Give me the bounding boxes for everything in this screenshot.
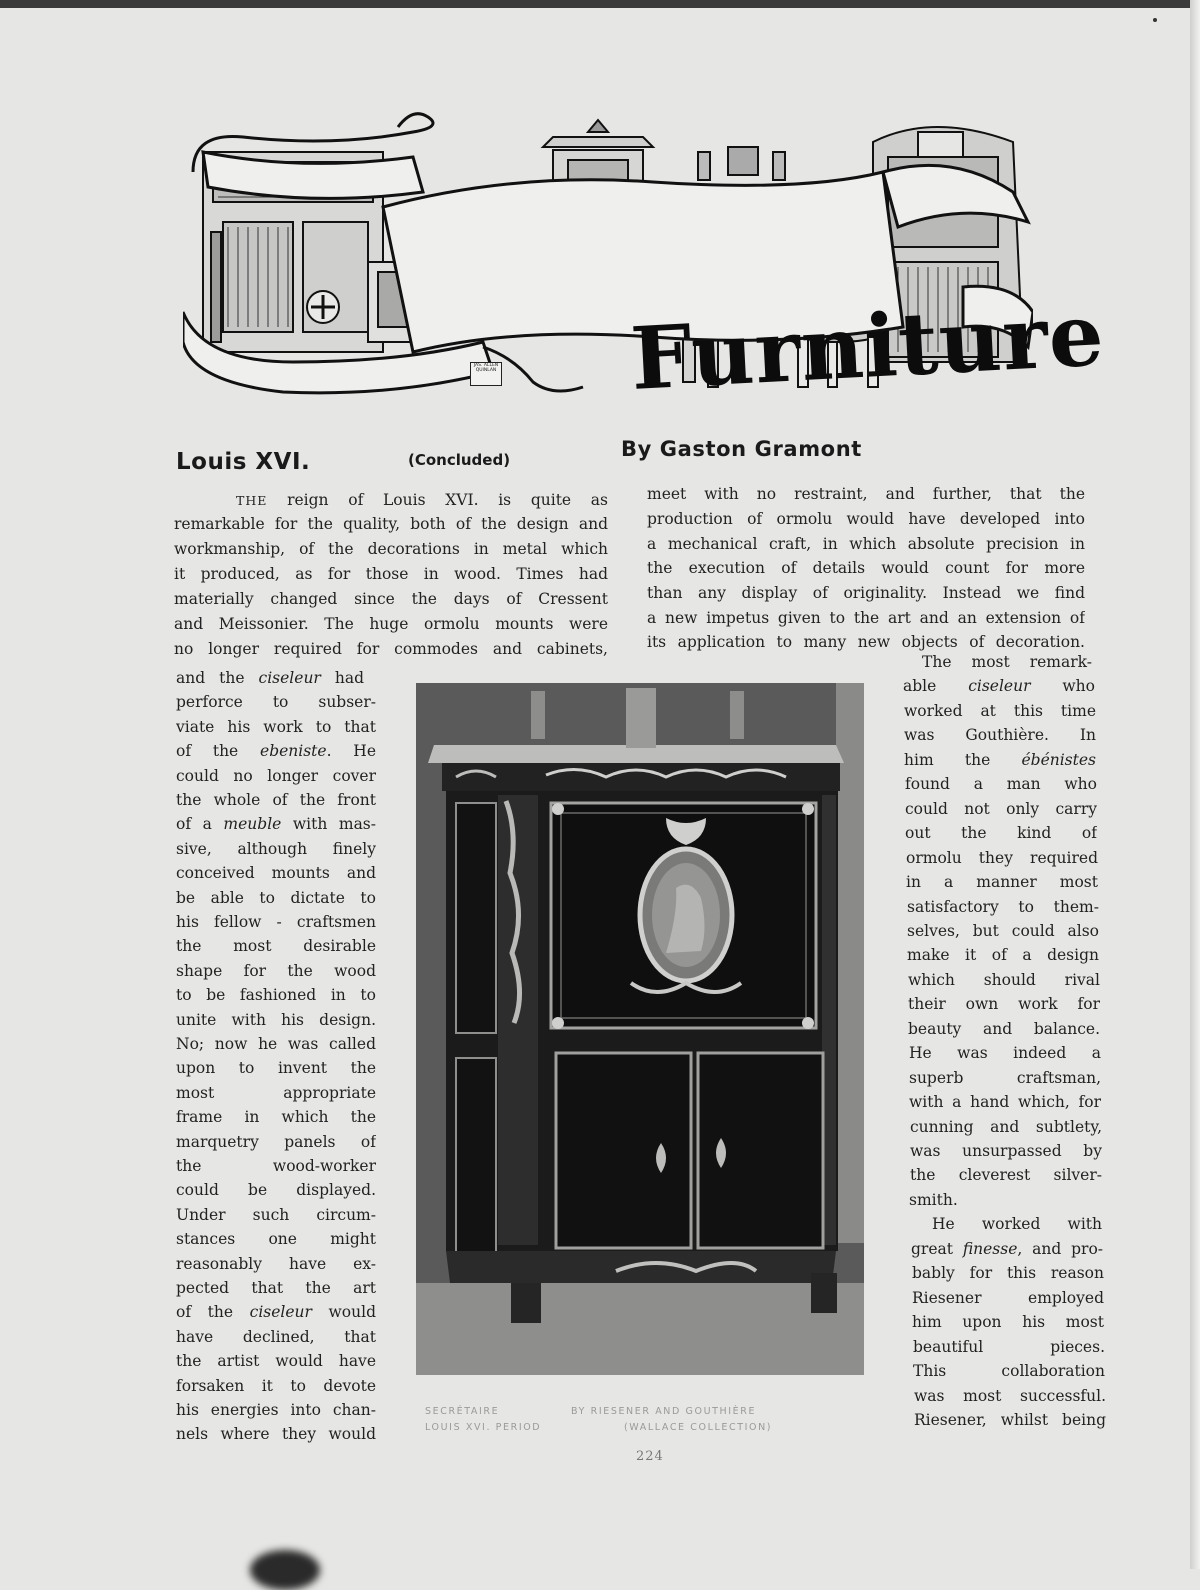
text-line: his fellow - craftsmen [176, 913, 376, 931]
text-line: bably for this reason [912, 1264, 1104, 1282]
text-line: could not only carry [905, 800, 1097, 818]
text-line: This collaboration [913, 1362, 1105, 1380]
text-line: production of ormolu would have developed into [647, 510, 1085, 528]
text-line: make it of a design [907, 946, 1099, 964]
text-line: The most remark- [922, 653, 1092, 671]
caption-right-line1: BY RIESENER AND GOUTHIÈRE [571, 1406, 757, 1417]
text-line: remarkable for the quality, both of the design and [174, 515, 608, 533]
text-line: a mechanical craft, in which absolute precision in [647, 535, 1085, 553]
furniture-banner [183, 112, 1107, 410]
text-line: the cleverest silver- [910, 1166, 1102, 1184]
text-line: with a hand which, for [909, 1093, 1101, 1111]
text-line: great finesse, and pro- [911, 1240, 1103, 1258]
text-line: Riesener, whilst being [914, 1411, 1106, 1429]
speck [1153, 18, 1157, 22]
text-line: stances one might [176, 1230, 376, 1248]
text-line: materially changed since the days of Cressent [174, 590, 608, 608]
text-line: it produced, as for those in wood. Times had [174, 565, 608, 583]
text-line: marquetry panels of [176, 1133, 376, 1151]
text-line: cunning and subtlety, [910, 1118, 1102, 1136]
text-line: superb craftsman, [909, 1069, 1101, 1087]
text-line: be able to dictate to [176, 889, 376, 907]
text-line: and the ciseleur had [176, 669, 364, 687]
text-line: was most successful. [914, 1387, 1106, 1405]
text-line: which should rival [908, 971, 1100, 989]
text-line: worked at this time [904, 702, 1096, 720]
text-line: conceived mounts and [176, 864, 376, 882]
text-line: was Gouthière. In [904, 726, 1096, 744]
text-line: He was indeed a [909, 1044, 1101, 1062]
thumb-shadow [250, 1550, 320, 1590]
text-line: the whole of the front [176, 791, 376, 809]
text-line: ormolu they required [906, 849, 1098, 867]
text-line: THE reign of Louis XVI. is quite as [236, 491, 608, 509]
text-line: Under such circum- [176, 1206, 376, 1224]
text-line: and Meissonier. The huge ormolu mounts were [174, 615, 608, 633]
text-line: He worked with [932, 1215, 1102, 1233]
text-line: of a meuble with mas- [176, 815, 376, 833]
text-line: nels where they would [176, 1425, 376, 1443]
text-line: out the kind of [905, 824, 1097, 842]
text-line: beauty and balance. [908, 1020, 1100, 1038]
text-line: his energies into chan- [176, 1401, 376, 1419]
text-line: frame in which the [176, 1108, 376, 1126]
text-line: sive, although finely [176, 840, 376, 858]
page-number: 224 [636, 1449, 664, 1464]
text-line: the execution of details would count for more [647, 559, 1085, 577]
secretaire-photo [416, 683, 864, 1375]
text-line: no longer required for commodes and cabinets, [174, 640, 608, 658]
page-top-edge [0, 0, 1200, 8]
text-line: smith. [909, 1191, 958, 1209]
text-line: workmanship, of the decorations in metal which [174, 540, 608, 558]
text-line: reasonably have ex- [176, 1255, 376, 1273]
text-line: in a manner most [906, 873, 1098, 891]
text-line: most appropriate [176, 1084, 376, 1102]
text-line: was unsurpassed by [910, 1142, 1102, 1160]
text-line: forsaken it to devote [176, 1377, 376, 1395]
text-line: the wood-worker [176, 1157, 376, 1175]
text-line: satisfactory to them- [907, 898, 1099, 916]
text-line: a new impetus given to the art and an extension of [647, 609, 1085, 627]
text-line: could be displayed. [176, 1181, 376, 1199]
text-line: found a man who [905, 775, 1097, 793]
text-line: Riesener employed [912, 1289, 1104, 1307]
text-line: perforce to subser- [176, 693, 376, 711]
text-line: him the ébénistes [904, 751, 1096, 769]
banner-title: Furniture [628, 284, 1107, 410]
text-line: have declined, that [176, 1328, 376, 1346]
text-line: unite with his design. [176, 1011, 376, 1029]
text-line: of the ciseleur would [176, 1303, 376, 1321]
text-line: shape for the wood [176, 962, 376, 980]
article-title: Louis XVI. [176, 449, 311, 475]
text-line: of the ebeniste. He [176, 742, 376, 760]
text-line: No; now he was called [176, 1035, 376, 1053]
text-line: to be fashioned in to [176, 986, 376, 1004]
text-line: pected that the art [176, 1279, 376, 1297]
text-line: selves, but could also [907, 922, 1099, 940]
page-right-edge [1190, 0, 1200, 1569]
article-subtitle: (Concluded) [408, 451, 511, 469]
caption-left-line1: SECRÉTAIRE [425, 1406, 500, 1417]
text-line: could no longer cover [176, 767, 376, 785]
secretaire-illustration [416, 683, 864, 1375]
article-byline: By Gaston Gramont [621, 437, 862, 461]
text-line: the artist would have [176, 1352, 376, 1370]
text-line: meet with no restraint, and further, that the [647, 485, 1085, 503]
text-line: their own work for [908, 995, 1100, 1013]
text-line: upon to invent the [176, 1059, 376, 1077]
text-line: viate his work to that [176, 718, 376, 736]
caption-right-line2: (WALLACE COLLECTION) [624, 1422, 773, 1433]
text-line: beautiful pieces. [913, 1338, 1105, 1356]
text-line: able ciseleur who [903, 677, 1095, 695]
caption-left-line2: LOUIS XVI. PERIOD [425, 1422, 542, 1433]
text-line: the most desirable [176, 937, 376, 955]
text-line: its application to many new objects of decoration. [647, 633, 1085, 651]
artist-signature: JAS. ALLEN QUINLAN [470, 362, 502, 386]
text-line: than any display of originality. Instead we find [647, 584, 1085, 602]
text-line: him upon his most [912, 1313, 1104, 1331]
